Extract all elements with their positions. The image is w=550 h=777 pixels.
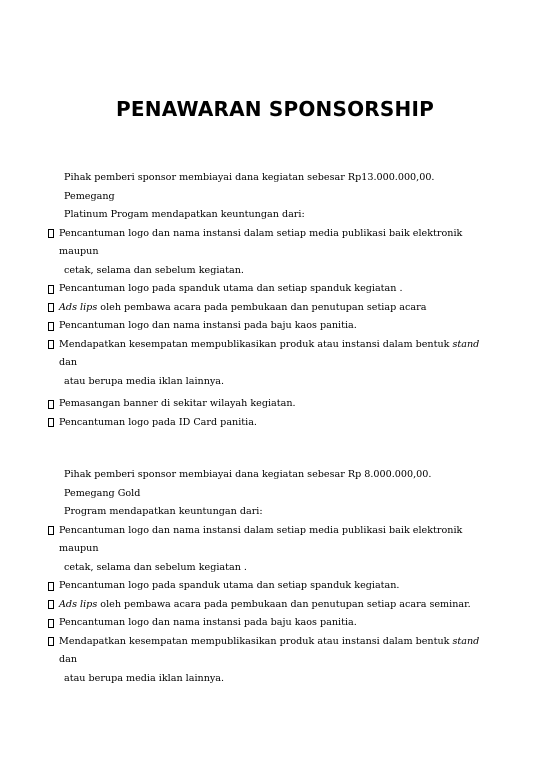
- bullet-box-icon: [48, 619, 54, 628]
- bullet-box-icon: [48, 340, 54, 349]
- bullet-box-icon: [48, 400, 54, 409]
- list-item: Ads lips oleh pembawa acara pada pembukaan dan penutupan setiap acara: [0, 299, 484, 318]
- bullet-box-icon: [48, 418, 54, 427]
- platinum-intro-line1: Pihak pemberi sponsor membiayai dana kegiatan sebesar Rp13.000.000,00. Pemegang: [64, 172, 435, 202]
- platinum-intro-line2: Platinum Progam mendapatkan keuntungan dari:: [64, 209, 305, 220]
- gold-intro-line2: Program mendapatkan keuntungan dari:: [64, 506, 263, 517]
- list-item: Pencantuman logo pada spanduk utama dan setiap spanduk kegiatan .: [0, 280, 484, 299]
- platinum-section: [0, 169, 550, 432]
- gold-intro: [0, 466, 484, 522]
- list-item: Pencantuman logo dan nama instansi pada baju kaos panitia.: [0, 614, 484, 633]
- bullet-box-icon: [48, 303, 54, 312]
- bullet-box-icon: [48, 582, 54, 591]
- list-item: Pencantuman logo pada ID Card panitia.: [0, 414, 484, 433]
- platinum-intro: [0, 169, 484, 225]
- list-item: Mendapatkan kesempatan mempublikasikan produk atau instansi dalam bentuk stand dan atau berupa media iklan lainnya.: [0, 336, 484, 392]
- bullet-box-icon: [48, 526, 54, 535]
- list-item: Mendapatkan kesempatan mempublikasikan produk atau instansi dalam bentuk stand dan atau berupa media iklan lainnya.: [0, 633, 484, 689]
- bullet-box-icon: [48, 285, 54, 294]
- bullet-box-icon: [48, 229, 54, 238]
- list-item: Pencantuman logo pada spanduk utama dan setiap spanduk kegiatan.: [0, 577, 484, 596]
- list-item: Pencantuman logo dan nama instansi dalam setiap media publikasi baik elektronik maupun cetak, selama dan sebelum kegiatan .: [0, 522, 484, 578]
- list-item: Pencantuman logo dan nama instansi dalam setiap media publikasi baik elektronik maupun cetak, selama dan sebelum kegiatan.: [0, 225, 484, 281]
- gold-intro-line1: Pihak pemberi sponsor membiayai dana kegiatan sebesar Rp 8.000.000,00. Pemegang Gold: [64, 469, 432, 499]
- bullet-box-icon: [48, 600, 54, 609]
- bullet-box-icon: [48, 637, 54, 646]
- list-item: Pencantuman logo dan nama instansi pada baju kaos panitia.: [0, 317, 484, 336]
- document-title: PENAWARAN SPONSORSHIP: [116, 97, 434, 121]
- list-item: Pemasangan banner di sekitar wilayah kegiatan.: [0, 395, 484, 414]
- gold-section: [0, 466, 550, 688]
- list-item: Ads lips oleh pembawa acara pada pembukaan dan penutupan setiap acara seminar.: [0, 596, 484, 615]
- bullet-box-icon: [48, 322, 54, 331]
